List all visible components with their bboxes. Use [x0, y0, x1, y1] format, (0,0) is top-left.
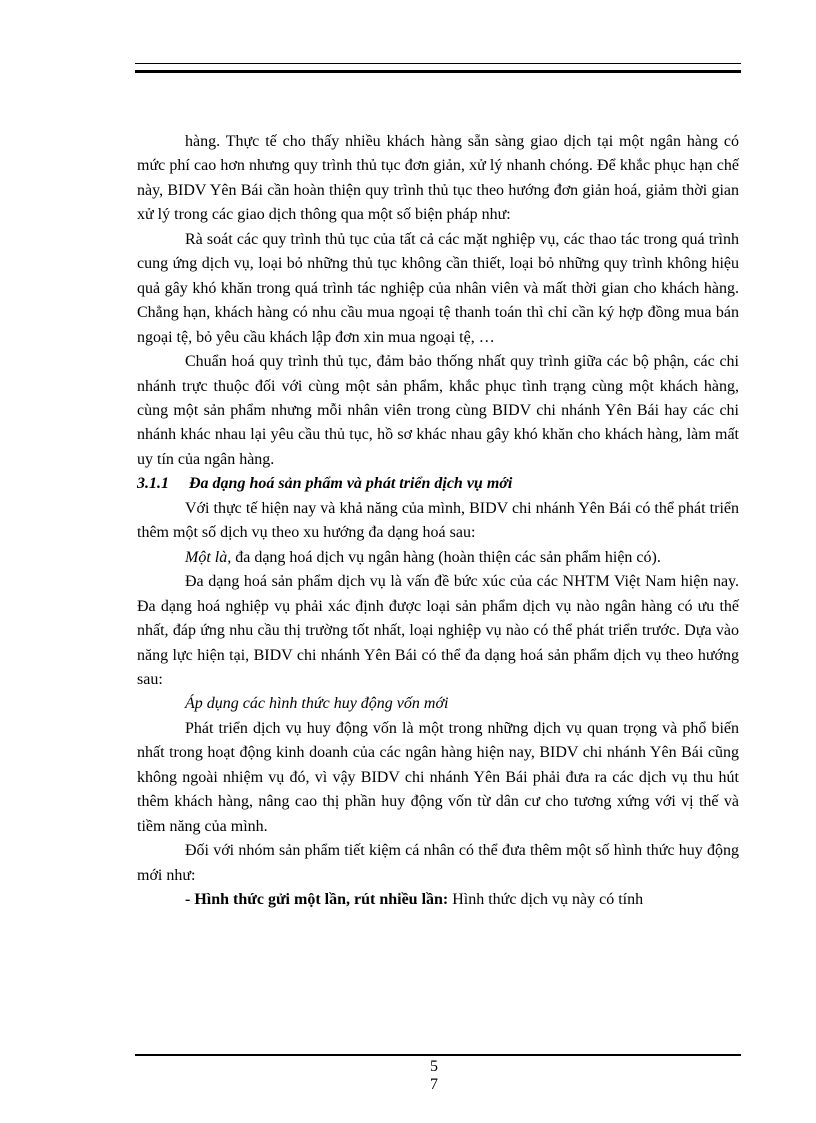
paragraph-rest: Hình thức dịch vụ này có tính — [448, 891, 644, 909]
paragraph: Phát triển dịch vụ huy động vốn là một trong những dịch vụ quan trọng và phổ biến nhất trong hoạt động kinh doanh của các ngân hàng hiện nay, BIDV chi nhánh Yên Bái cũng không ngoài nhiệm vụ đó, vì vậy BIDV chi nhánh Yên Bái phải đưa ra các dịch vụ thu hút thêm khách hàng, nâng cao thị phần huy động vốn từ dân cư cho tương xứng với vị thế và tiềm năng của mình. — [137, 719, 739, 835]
section-heading — [137, 472, 739, 496]
page-number-line2: 7 — [430, 1076, 438, 1093]
paragraph — [137, 888, 739, 912]
italic-subheading: Áp dụng các hình thức huy động vốn mới — [185, 695, 449, 713]
paragraph: hàng. Thực tế cho thấy nhiều khách hàng sẵn sàng giao dịch tại một ngân hàng có mức phí cao hơn nhưng quy trình thủ tục đơn giản, xử lý nhanh chóng. Để khắc phục hạn chế này, BIDV Yên Bái cần hoàn thiện quy trình thủ tục theo hướng đơn giản hoá, giảm thời gian xử lý trong các giao dịch thông qua một số biện pháp như: — [137, 133, 739, 224]
paragraph: Đối với nhóm sản phẩm tiết kiệm cá nhân có thể đưa thêm một số hình thức huy động mới như: — [137, 842, 739, 884]
bold-lead: - Hình thức gửi một lần, rút nhiều lần: — [185, 891, 449, 909]
paragraph — [137, 546, 739, 570]
header-double-rule — [135, 63, 741, 73]
paragraph-rest: đa dạng hoá dịch vụ ngân hàng (hoàn thiện các sản phẩm hiện có). — [231, 548, 661, 566]
footer-rule — [135, 1054, 741, 1056]
paragraph: Rà soát các quy trình thủ tục của tất cả các mặt nghiệp vụ, các thao tác trong quá trình cung ứng dịch vụ, loại bỏ những thủ tục không cần thiết, loại bỏ những quy trình không hiệu quả gây khó khăn trong quá trình tác nghiệp của nhân viên và mất thời gian cho khách hàng. Chẳng hạn, khách hàng có nhu cầu mua ngoại tệ thanh toán thì chỉ cần ký hợp đồng mua bán ngoại tệ, bỏ yêu cầu khách lập đơn xin mua ngoại tệ, … — [137, 230, 739, 346]
paragraph: Chuẩn hoá quy trình thủ tục, đảm bảo thống nhất quy trình giữa các bộ phận, các chi nhánh trực thuộc đối với cùng một sản phẩm, khắc phục tình trạng cùng một khách hàng, cùng một sản phẩm nhưng mỗi nhân viên trong cùng BIDV chi nhánh Yên Bái hay các chi nhánh khác nhau lại yêu cầu thủ tục, hồ sơ khác nhau gây khó khăn cho khách hàng, làm mất uy tín của ngân hàng. — [137, 353, 739, 468]
section-title: Đa dạng hoá sản phẩm và phát triển dịch vụ mới — [189, 475, 513, 493]
paragraph: Đa dạng hoá sản phẩm dịch vụ là vấn đề bức xúc của các NHTM Việt Nam hiện nay. Đa dạng hoá nghiệp vụ phải xác định được loại sản phẩm dịch vụ nào ngân hàng có ưu thế nhất, đáp ứng nhu cầu thị trường tốt nhất, loại nghiệp vụ nào có thể phát triển trước. Dựa vào năng lực hiện tại, BIDV chi nhánh Yên Bái có thể đa dạng hoá sản phẩm dịch vụ theo hướng sau: — [137, 573, 739, 688]
page-number-line1: 5 — [430, 1058, 438, 1075]
section-number: 3.1.1 — [137, 475, 169, 493]
body-text — [137, 130, 739, 913]
italic-lead: Một là, — [185, 548, 232, 566]
paragraph: Với thực tế hiện nay và khả năng của mình, BIDV chi nhánh Yên Bái có thể phát triển thêm một số dịch vụ theo xu hướng đa dạng hoá sau: — [137, 499, 739, 542]
